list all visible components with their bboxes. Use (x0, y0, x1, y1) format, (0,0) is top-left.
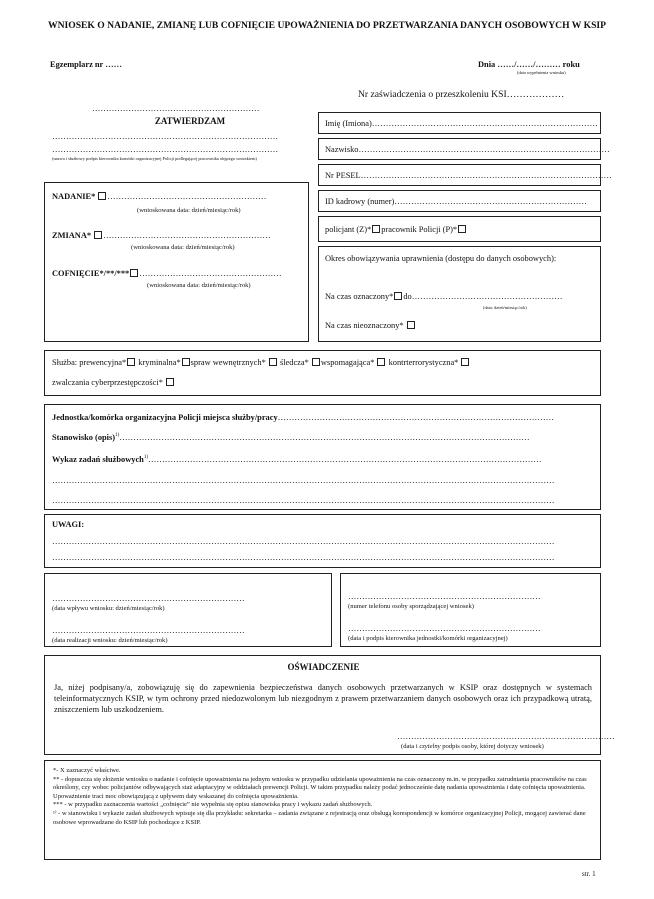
nadanie-row (52, 192, 266, 201)
tasks-label: Wykaz zadań służbowych (52, 455, 144, 464)
zmiana-date-field[interactable]: …………………………………………………… (103, 231, 271, 240)
unit-label: Jednostka/komórka organizacyjna Policji miejsca służby/pracy (52, 413, 278, 422)
intake-box (44, 573, 332, 647)
declaration-box (44, 655, 615, 755)
declaration-sign-field[interactable]: …………………………………………………………………… (397, 732, 615, 741)
fixed-term-label: Na czas oznaczony* (325, 292, 394, 301)
position-label: Stanowisko (opis) (52, 433, 116, 442)
cofniecie-date-field[interactable]: …………………………………………… (139, 269, 282, 278)
pracownik-label: pracownik Policji (P)* (381, 225, 458, 234)
tasks-field[interactable]: …………………………………………………………………………………………………………………………… (148, 455, 542, 464)
cofniecie-hint: (wnioskowana data: dzień/miesiąc/rok) (147, 282, 251, 289)
service-label: Służba: (52, 358, 78, 367)
unit-row (52, 413, 592, 422)
footnote-4: ¹⁾ - w stanowisku i wykazie zadań służbowych wpisuje się dla przykładu: sekretarka – zadania związane z rejestracją oraz obsługą korespondencji w komórce organizacyjnej Policji, mogącej zawierać dane osobowe wprowadzane do KSIP lub pochodzące z KSIP. (53, 809, 586, 826)
last-name-field[interactable]: Nazwisko……………………………………………………………………………… (325, 145, 610, 154)
footnote-2: ** - dopuszcza się złożenie wniosku o nadanie i cofnięcie upoważnienia na jednym wniosku w przypadku udzielania upoważnienia na czas oznaczony m.in. w przypadku zatrudniania pracowników na czas określony, czy wobec policjantów odbywających staż adaptacyjny w oddziałach prewencji Policji. W takim przypadku należy podać jednocześnie datę nadania upoważnienia i datę cofnięcia upoważnienia. Upoważnienie traci moc obowiązującą z upływem daty wskazanej do cofnięcia upoważnienia. (53, 775, 587, 800)
service-option-spraw-wewnetrznych: spraw wewnętrznych* (190, 358, 266, 367)
kontrterrorystyczna-checkbox[interactable] (461, 358, 469, 366)
indefinite-term-checkbox[interactable] (407, 321, 415, 329)
service-option-prewencyjna: prewencyjna* (79, 358, 127, 367)
zmiana-hint: (wnioskowana data: dzień/miesiąc/rok) (131, 244, 235, 251)
footnote-3: *** - w przypadku zaznaczenia wartości „cofnięcie” nie wypełnia się opisu stanowiska pracy i wykazu zadań służbowych. (53, 801, 373, 809)
unit-field[interactable]: ……………………………………………………………………………………… (277, 413, 555, 422)
prewencyjna-checkbox[interactable] (127, 358, 135, 366)
actions-box (44, 182, 309, 342)
remarks-box (44, 514, 601, 568)
tasks-line-3[interactable]: ……………………………………………………………………………………………………………………………………………………………… (52, 496, 555, 505)
ksi-certificate-field[interactable]: Nr zaświadczenia o przeszkoleniu KSI……………… (358, 89, 565, 100)
cyber-checkbox[interactable] (166, 378, 174, 386)
fixed-term-hint: (data: dzień/miesiąc/rok) (483, 305, 527, 310)
footnotes-box (44, 760, 601, 860)
fixed-term-checkbox[interactable] (394, 292, 402, 300)
service-row-1 (52, 358, 470, 367)
egzemplarz-label: Egzemplarz nr …… (50, 60, 122, 69)
unit-box (44, 404, 601, 510)
fixed-term-date-field[interactable]: do……………………………………………… (403, 292, 563, 301)
id-box (318, 190, 601, 212)
spraw-wewnetrznych-checkbox[interactable] (269, 358, 277, 366)
realization-date-hint: (data realizacji wniosku: dzień/miesiąc/rok) (52, 637, 168, 644)
employee-type-box (318, 216, 601, 242)
service-option-cyber: zwalczania cyberprzestępczości* (52, 378, 163, 387)
indefinite-term-row (325, 321, 416, 330)
validity-title: Okres obowiązywania uprawnienia (dostępu do danych osobowych): (325, 254, 557, 263)
form-title: WNIOSEK O NADANIE, ZMIANĘ LUB COFNIĘCIE UPOWAŻNIENIA DO PRZETWARZANIA DANYCH OSOBOWYCH W KSIP (47, 20, 607, 31)
service-option-sledcza: śledcza* (279, 358, 309, 367)
wspomagajaca-checkbox[interactable] (377, 358, 385, 366)
pesel-box (318, 164, 612, 186)
fixed-term-row (325, 292, 562, 301)
id-field[interactable]: ID kadrowy (numer)…………………………………………………………… (325, 197, 587, 206)
position-row (52, 433, 592, 442)
employee-type-row (325, 225, 467, 234)
tasks-footnote-ref: 1) (143, 455, 148, 461)
nadanie-date-field[interactable]: ………………………………………………… (107, 192, 267, 201)
page-number: str. 1 (582, 870, 596, 878)
tasks-row (52, 455, 592, 464)
remarks-line-2[interactable]: ……………………………………………………………………………………………………………………………………………………………… (52, 553, 555, 562)
phone-hint: (numer telefonu osoby sporządzającej wniosek) (348, 603, 474, 610)
remarks-label: UWAGI: (52, 520, 85, 529)
footnotes (53, 767, 593, 827)
service-option-wspomagajaca: wspomagająca* (320, 358, 375, 367)
approve-label: ZATWIERDZAM (154, 116, 226, 126)
pesel-field[interactable]: Nr PESEL……………………………………………………………………………… (325, 171, 612, 180)
position-field[interactable]: ………………………………………………………………………………………………………………………………… (119, 433, 530, 442)
service-option-kontrterrorystyczna: kontrterrorystyczna* (388, 358, 459, 367)
tasks-line-2[interactable]: ……………………………………………………………………………………………………………………………………………………………… (52, 476, 555, 485)
first-name-box (318, 112, 601, 134)
validity-period-box (318, 246, 601, 342)
policjant-checkbox[interactable] (372, 225, 380, 233)
zmiana-label: ZMIANA* (52, 231, 92, 240)
position-footnote-ref: 1) (115, 433, 120, 439)
last-name-box (318, 138, 610, 160)
remarks-line-1[interactable]: ……………………………………………………………………………………………………………………………………………………………… (52, 537, 555, 546)
nadanie-checkbox[interactable] (98, 192, 106, 200)
service-row-2 (52, 378, 175, 387)
first-name-field[interactable]: Imię (Imiona)……………………………………………………………………… (325, 119, 598, 128)
manager-sign-field[interactable]: …………………………………………………………… (348, 624, 541, 633)
nadanie-label: NADANIE* (52, 192, 96, 201)
fill-date-field[interactable]: Dnia ……/……/……… roku (478, 60, 580, 69)
policjant-label: policjant (Z)* (325, 225, 372, 234)
intake-date-hint: (data wpływu wniosku: dzień/miesiąc/rok) (52, 605, 165, 612)
phone-field[interactable]: …………………………………………………………… (348, 592, 541, 601)
realization-date-field[interactable]: …………………………………………………………… (52, 626, 245, 635)
declaration-sign-hint: (data i czytelny podpis osoby, której dotyczy wniosek) (401, 743, 544, 750)
manager-sign-hint: (data i podpis kierownika jednostki/komórki organizacyjnej) (348, 635, 508, 642)
approve-dots-1[interactable]: ……………………………………………………………………… (52, 132, 279, 141)
kryminalna-checkbox[interactable] (182, 358, 190, 366)
zmiana-row (52, 231, 271, 240)
cofniecie-label: COFNIĘCIE*/**/*** (52, 269, 130, 278)
nadanie-hint: (wnioskowana data: dzień/miesiąc/rok) (137, 207, 241, 214)
contact-box (340, 573, 601, 647)
intake-date-field[interactable]: …………………………………………………………… (52, 594, 245, 603)
pracownik-checkbox[interactable] (458, 225, 466, 233)
sledcza-checkbox[interactable] (312, 358, 320, 366)
cofniecie-checkbox[interactable] (130, 269, 138, 277)
approve-top-dots: …………………………………………………… (92, 104, 260, 113)
declaration-title: OŚWIADCZENIE (287, 662, 360, 672)
approve-dots-2[interactable]: ……………………………………………………………………… (52, 145, 279, 154)
indefinite-term-label: Na czas nieoznaczony* (325, 321, 404, 330)
service-option-kryminalna: kryminalna* (138, 358, 181, 367)
service-box (44, 350, 601, 396)
approve-hint: (nazwa i służbowy podpis kierownika komórki organizacyjnej Policji podlegającej pracownika objętego wnioskiem) (52, 156, 257, 161)
declaration-text: Ja, niżej podpisany/a, zobowiązuję się do zapewnienia bezpieczeństwa danych osobowych przetwarzanych w KSIP oraz dostępnych w systemach teleinformatycznych KSIP, w tym ochrony przed niedozwolonym lub niezgodnym z prawem przetwarzaniem danych osobowych oraz ich przypadkową utratą, zniszczeniem lub uszkodzeniem. (54, 683, 592, 714)
zmiana-checkbox[interactable] (94, 231, 102, 239)
fill-date-hint: (data wypełnienia wniosku) (517, 70, 566, 75)
footnote-1: *- X zaznaczyć właściwe. (53, 767, 121, 774)
cofniecie-row (52, 269, 282, 278)
